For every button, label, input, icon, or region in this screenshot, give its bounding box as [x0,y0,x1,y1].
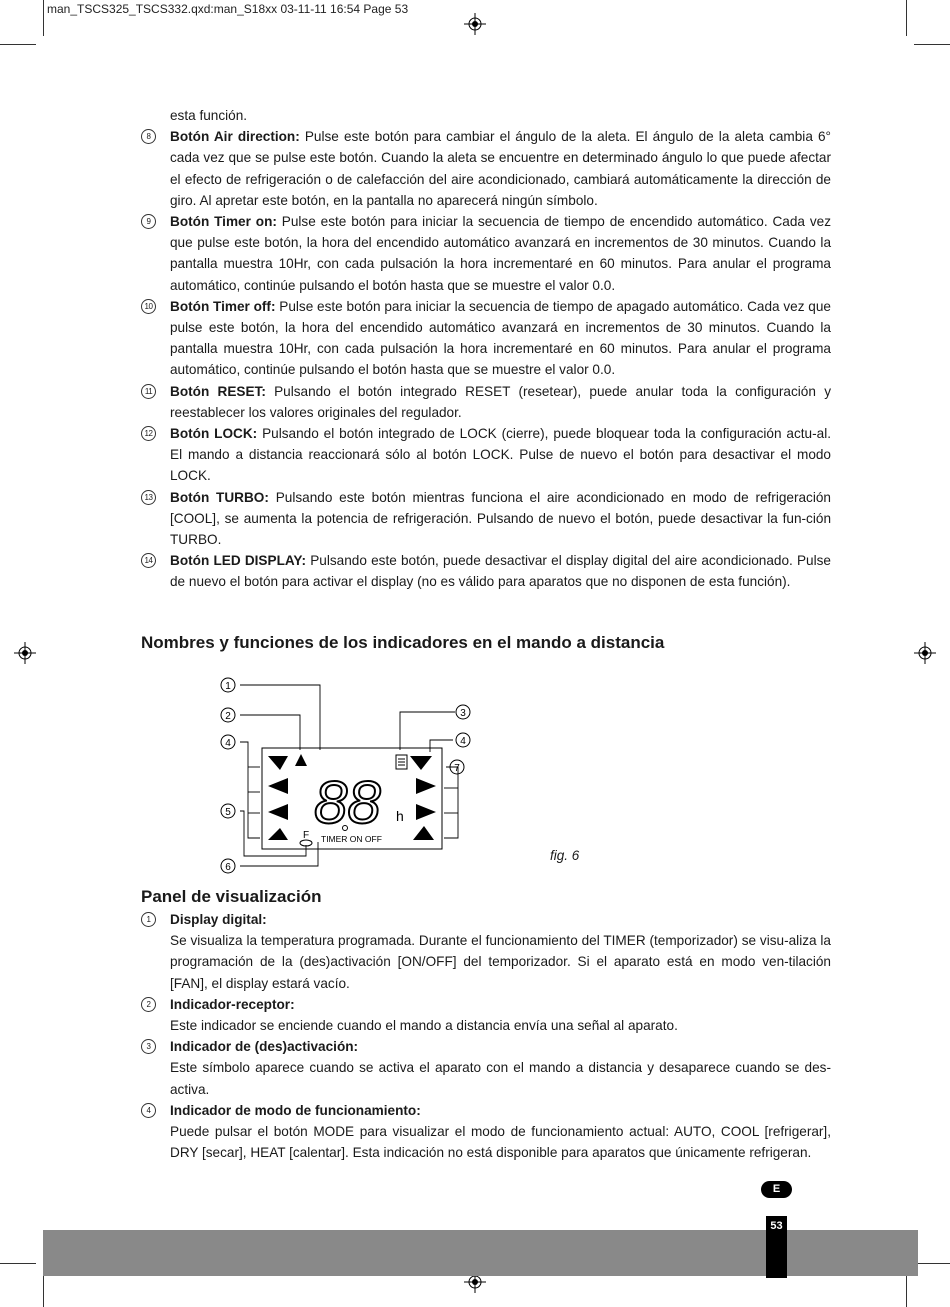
item-text: Pulsando este botón mientras funciona el aire acondicionado en modo de refrigeración [COOL], se aumenta la potencia de refrigeración. Pulsando de nuevo el botón, puede desactivar la fun-ción TURBO. [170,489,831,548]
lcd-unit: h [396,808,404,824]
fan-letter: F [303,830,310,841]
item-number: 3 [141,1039,156,1054]
svg-text:7: 7 [454,763,460,774]
item-title: Indicador de (des)activación: [170,1039,359,1055]
panel-title: Panel de visualización [141,887,322,906]
crop-mark [0,1263,36,1264]
item-title: Indicador de modo de funcionamiento: [170,1102,421,1118]
item-number: 11 [141,384,156,399]
item-text: Pulse este botón para cambiar el ángulo de la aleta. El ángulo de la aleta cambia 6° cada vez que se pulse este botón. Cuando la aleta se encuentre en determinado ángulo lo que puede afectar el efecto de refrigeración o de calefacción del aire acondicionado, cambiará automáticamente la dirección de giro. Al apretar este botón, en la pantalla no aparecerá ningún símbolo. [170,129,831,208]
item-number: 13 [141,490,156,505]
file-slug: man_TSCS325_TSCS332.qxd:man_S18xx 03-11-11 16:54 Page 53 [47,2,409,16]
mode-arrows-left [268,754,310,841]
svg-text:5: 5 [225,807,231,818]
registration-mark-icon [14,642,36,664]
registration-mark-icon [464,13,486,35]
item-title: Display digital: [170,912,267,927]
item-title: Botón Timer off: [170,298,276,314]
item-title: Botón Timer on: [170,214,277,230]
item-text: Este indicador se enciende cuando el mando a distancia envía una señal al aparato. [170,1018,678,1034]
indicator-item [141,1036,831,1100]
item-number: 4 [141,1103,156,1118]
item-text: Este símbolo aparece cuando se activa el aparato con el mando a distancia y desaparece cuando se des-activa. [170,1060,831,1097]
callout-4 [221,735,235,749]
page-number: 53 [766,1216,787,1278]
item-number: 9 [141,214,156,229]
section-title: Nombres y funciones de los indicadores en el mando a distancia [141,633,665,652]
remote-display-diagram [210,670,510,880]
item-number: 2 [141,997,156,1012]
language-badge: E [761,1181,792,1198]
indicator-item [141,994,831,1036]
button-descriptions [141,105,831,593]
item-number: 12 [141,426,156,441]
callout-1 [221,678,235,692]
button-description-item [141,423,831,487]
svg-text:6: 6 [225,862,231,873]
button-description-item [141,126,831,211]
figure-caption: fig. 6 [550,848,580,863]
button-description-item [141,211,831,296]
crop-mark [906,1271,907,1307]
item-text: Se visualiza la temperatura programada. Durante el funcionamiento del TIMER (temporizador) se visu-aliza la programación de la (des)activación [ON/OFF] del temporizador. Si el aparato está en modo ven-tilación [FAN], el display estará vacío. [170,933,831,991]
indicator-item [141,1100,831,1164]
crop-mark [0,44,36,45]
item-text: Pulsando el botón integrado RESET (resetear), puede anular toda la configuración y reestablecer los valores originales del regulador. [170,383,831,420]
item-title: Botón RESET: [170,383,266,399]
registration-mark-icon [914,642,936,664]
callout-2 [221,708,235,722]
mode-arrows-right [410,756,436,840]
callout-5 [221,804,235,818]
button-description-item [141,296,831,381]
lcd-digits: 88 [314,769,381,836]
button-description-item [141,550,831,592]
item-title: Botón LOCK: [170,426,258,442]
timer-label: TIMER ON OFF [321,834,382,844]
item-title: Botón TURBO: [170,489,269,505]
button-description-item [141,487,831,551]
item-number: 10 [141,299,156,314]
callout-4-right [456,733,470,747]
item-text: Pulse este botón para iniciar la secuencia de tiempo de encendido automático. Cada vez que pulse este botón, la hora del encendido automático avanzará en incrementos de 30 minutos. Cuando la pantalla muestra 10Hr, con cada pulsación la hora incrementaré en 60 minutos. Para anular el programa automático, continúe pulsando el botón hasta que se muestre el valor 0.0. [170,214,831,293]
item-text: Pulse este botón para iniciar la secuencia de tiempo de apagado automático. Cada vez que pulse este botón, la hora del encendido automático avanzará en incrementos de 30 minutos. Cuando la pantalla muestra 10Hr, con cada pulsación la hora incrementaré en 60 minutos. Para anular el programa automático, continúe pulsando el botón hasta que se muestre el valor 0.0. [170,298,831,378]
item-text: Puede pulsar el botón MODE para visualizar el modo de funcionamiento actual: AUTO, COOL [refrigerar], DRY [secar], HEAT [calentar]. Esta indicación no está disponible para aparatos que únicamente refrigeran. [170,1124,831,1161]
intro-line: esta función. [170,108,248,123]
crop-mark [43,0,44,36]
crop-mark [906,0,907,36]
indicator-descriptions [141,909,831,1163]
operation-icon [396,755,407,769]
item-title: Botón Air direction: [170,129,300,145]
svg-text:2: 2 [225,711,231,722]
crop-mark [914,44,950,45]
svg-text:4: 4 [225,738,231,749]
indicator-item [141,909,831,994]
crop-mark [43,1271,44,1307]
crop-mark [914,1263,950,1264]
button-description-item [141,381,831,423]
svg-text:4: 4 [460,736,466,747]
item-text: Pulsando el botón integrado de LOCK (cierre), puede bloquear toda la configuración actu-al. El mando a distancia reaccionará sólo al botón LOCK. Pulse de nuevo el botón para desactivar el modo LOCK. [170,426,831,484]
item-title: Botón LED DISPLAY: [170,553,307,569]
item-number: 1 [141,912,156,927]
item-number: 8 [141,129,156,144]
item-title: Indicador-receptor: [170,996,295,1012]
callout-6 [221,859,235,873]
svg-text:3: 3 [460,708,466,719]
svg-text:1: 1 [225,681,231,692]
callout-3 [456,705,470,719]
item-text: Pulsando este botón, puede desactivar el display digital del aire acondicionado. Pulse de nuevo el botón para activar el display (no es válido para aparatos que no disponen de esta función). [170,553,831,590]
item-number: 14 [141,553,156,568]
